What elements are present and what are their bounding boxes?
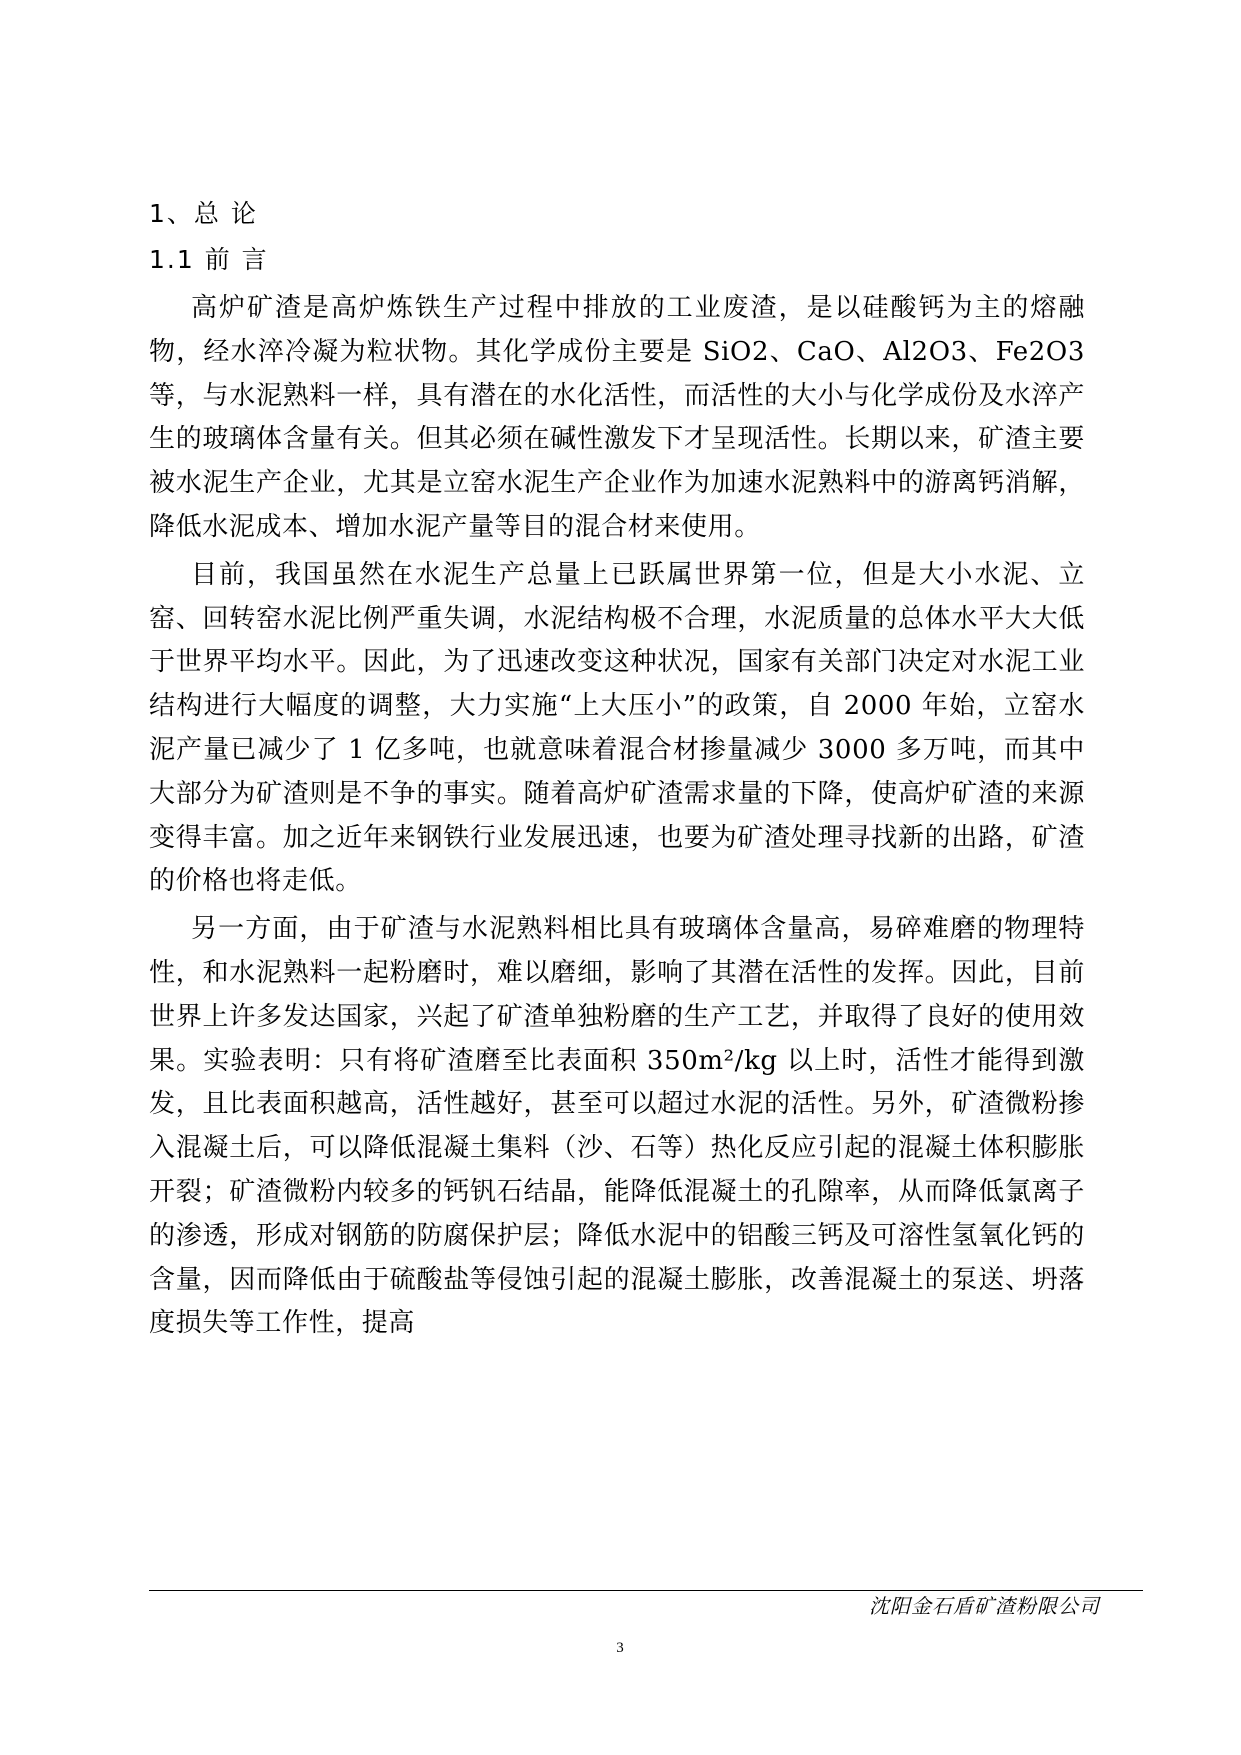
- section-heading: 1、总 论: [149, 199, 258, 228]
- footer-company-name: 沈阳金石盾矿渣粉限公司: [869, 1596, 1100, 1618]
- page-number: 3: [616, 1640, 624, 1656]
- body-paragraph-2: 目前，我国虽然在水泥生产总量上已跃属世界第一位，但是大小水泥、立窑、回转窑水泥比例严重失调，水泥结构极不合理，水泥质量的总体水平大大低于世界平均水平。因此，为了迅速改变这种状况，国家有关部门决定对水泥工业结构进行大幅度的调整，大力实施“上大压小”的政策，自 2000 年始，立窑水泥产量已减少了 1 亿多吨，也就意味着混合材掺量减少 3000 多万吨，而其中大部分为矿渣则是不争的事实。随着高炉矿渣需求量的下降，使高炉矿渣的来源变得丰富。加之近年来钢铁行业发展迅速，也要为矿渣处理寻找新的出路，矿渣的价格也将走低。: [149, 559, 1085, 897]
- document-body: [149, 192, 1085, 1350]
- body-paragraph-1: 高炉矿渣是高炉炼铁生产过程中排放的工业废渣，是以硅酸钙为主的熔融物，经水淬冷凝为粒状物。其化学成份主要是 SiO2、CaO、Al2O3、Fe2O3 等，与水泥熟料一样，具有潜在的水化活性，而活性的大小与化学成份及水淬产生的玻璃体含量有关。但其必须在碱性激发下才呈现活性。长期以来，矿渣主要被水泥生产企业，尤其是立窑水泥生产企业作为加速水泥熟料中的游离钙消解，降低水泥成本、增加水泥产量等目的混合材来使用。: [149, 293, 1085, 542]
- subsection-heading: 1.1 前 言: [149, 245, 269, 274]
- body-paragraph-3: 另一方面，由于矿渣与水泥熟料相比具有玻璃体含量高，易碎难磨的物理特性，和水泥熟料一起粉磨时，难以磨细，影响了其潜在活性的发挥。因此，目前世界上许多发达国家，兴起了矿渣单独粉磨的生产工艺，并取得了良好的使用效果。实验表明：只有将矿渣磨至比表面积 350m²/kg 以上时，活性才能得到激发，且比表面积越高，活性越好，甚至可以超过水泥的活性。另外，矿渣微粉掺入混凝土后，可以降低混凝土集料（沙、石等）热化反应引起的混凝土体积膨胀开裂；矿渣微粉内较多的钙钒石结晶，能降低混凝土的孔隙率，从而降低氯离子的渗透，形成对钢筋的防腐保护层；降低水泥中的铝酸三钙及可溶性氢氧化钙的含量，因而降低由于硫酸盐等侵蚀引起的混凝土膨胀，改善混凝土的泵送、坍落度损失等工作性，提高: [149, 914, 1085, 1339]
- footer-divider: [149, 1590, 1143, 1591]
